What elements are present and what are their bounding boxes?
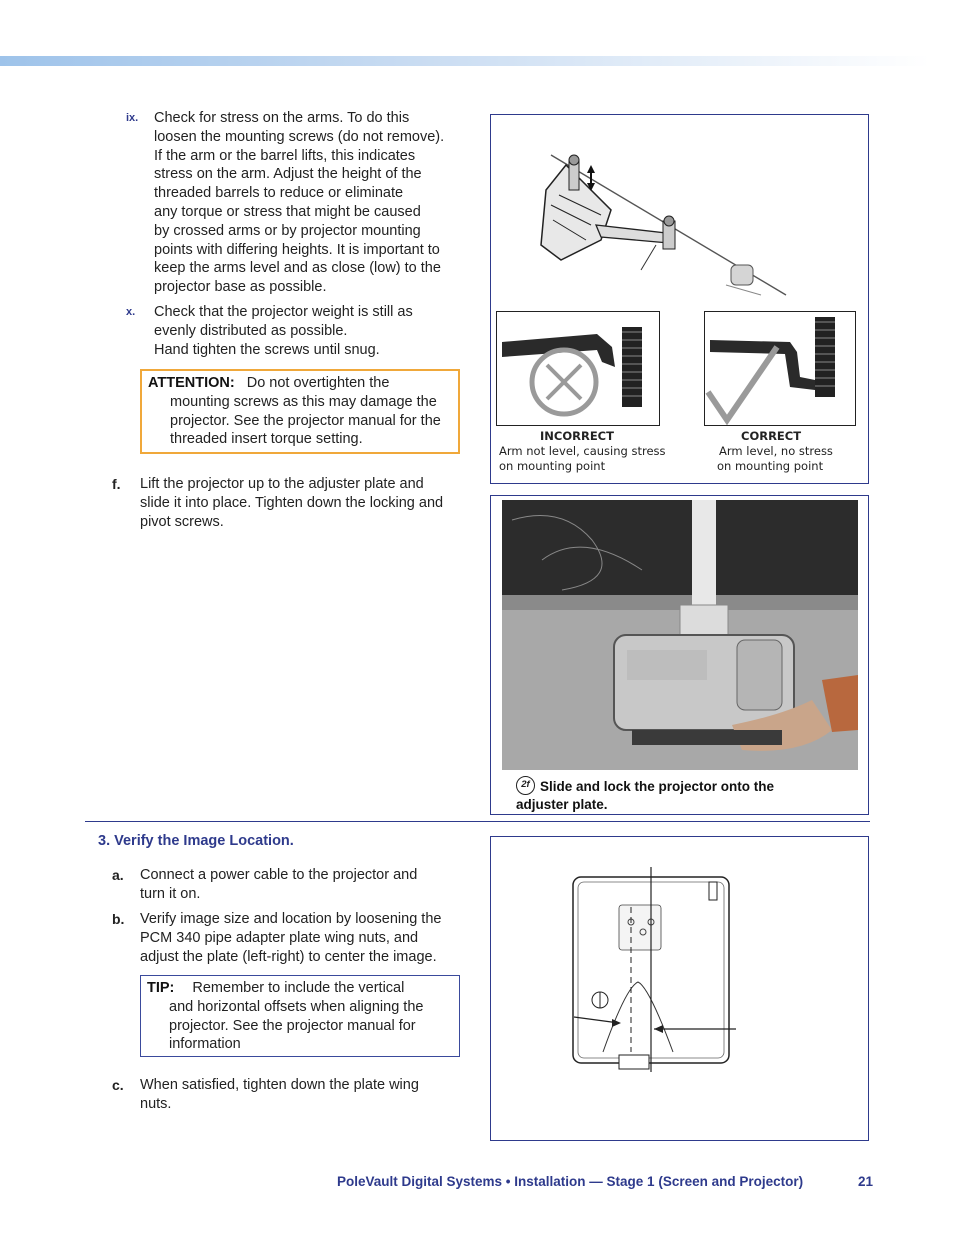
step-badge: 2f	[516, 776, 535, 795]
step-x-text: Check that the projector weight is still as evenly distributed as possible. Hand tighten the screws until snug.	[154, 304, 413, 358]
step-f-text: Lift the projector up to the adjuster plate and slide it into place. Tighten down the locking and pivot screws.	[140, 476, 444, 530]
step-c-text: When satisfied, tighten down the plate wing nuts.	[140, 1077, 419, 1112]
step-ix-label: ix.	[126, 112, 139, 124]
attention-label: ATTENTION:	[148, 375, 235, 391]
tip-text: TIP: Remember to include the vertical and horizontal offsets when aligning the projector. See the projector manual for information	[147, 980, 424, 1053]
tip-box	[140, 975, 460, 1057]
correct-title: CORRECT	[741, 429, 802, 443]
incorrect-arm-drawing	[497, 312, 659, 425]
page-number: 21	[858, 1174, 874, 1189]
step-b-label: b.	[112, 911, 125, 927]
incorrect-caption: Arm not level, causing stress on mounting point	[499, 444, 666, 473]
step-c-label: c.	[112, 1077, 124, 1093]
projector-photo	[502, 500, 858, 770]
step-ix-text: Check for stress on the arms. To do this loosen the mounting screws (do not remove). If the arm or the barrel lifts, this indicates stress on the arm. Adjust the height of the threaded barrels to reduce or eliminate any torque or stress that might be caused by crossed arms or by projector mounting points with differing heights. It is important to keep the arms level and as close (low) to the projector base as possible.	[154, 110, 445, 296]
incorrect-photo	[496, 311, 660, 426]
correct-photo	[704, 311, 856, 426]
tip-label: TIP:	[147, 980, 175, 996]
incorrect-title: INCORRECT	[540, 429, 614, 443]
step-b-text: Verify image size and location by loosening the PCM 340 pipe adapter plate wing nuts, and adjust the plate (left-right) to center the image.	[140, 911, 442, 965]
mount-arm-drawing	[491, 115, 867, 305]
step-x-label: x.	[126, 306, 136, 318]
section-title: 3. Verify the Image Location.	[98, 833, 294, 849]
correct-arm-drawing	[705, 312, 855, 425]
correct-caption: Arm level, no stress on mounting point	[717, 444, 833, 473]
figure-projector-alignment	[490, 836, 869, 1141]
step-a-text: Connect a power cable to the projector and turn it on.	[140, 867, 418, 902]
figure-arm-level	[490, 114, 869, 484]
attention-box	[140, 369, 460, 454]
figure-projector-slide	[490, 495, 869, 815]
step-a-label: a.	[112, 867, 124, 883]
checkmark-icon	[708, 347, 777, 420]
attention-text: ATTENTION: Do not overtighten the mounting screws as this may damage the projector. See the projector manual for the threaded insert torque setting.	[148, 375, 441, 448]
projector-top-view-drawing	[491, 837, 867, 1137]
section-divider	[85, 821, 870, 822]
step-f-label: f.	[112, 476, 121, 492]
header-gradient-bar	[0, 56, 930, 66]
footer-text: PoleVault Digital Systems • Installation — Stage 1 (Screen and Projector)	[337, 1174, 804, 1189]
figure2-caption: Slide and lock the projector onto the adjuster plate.	[516, 779, 775, 812]
